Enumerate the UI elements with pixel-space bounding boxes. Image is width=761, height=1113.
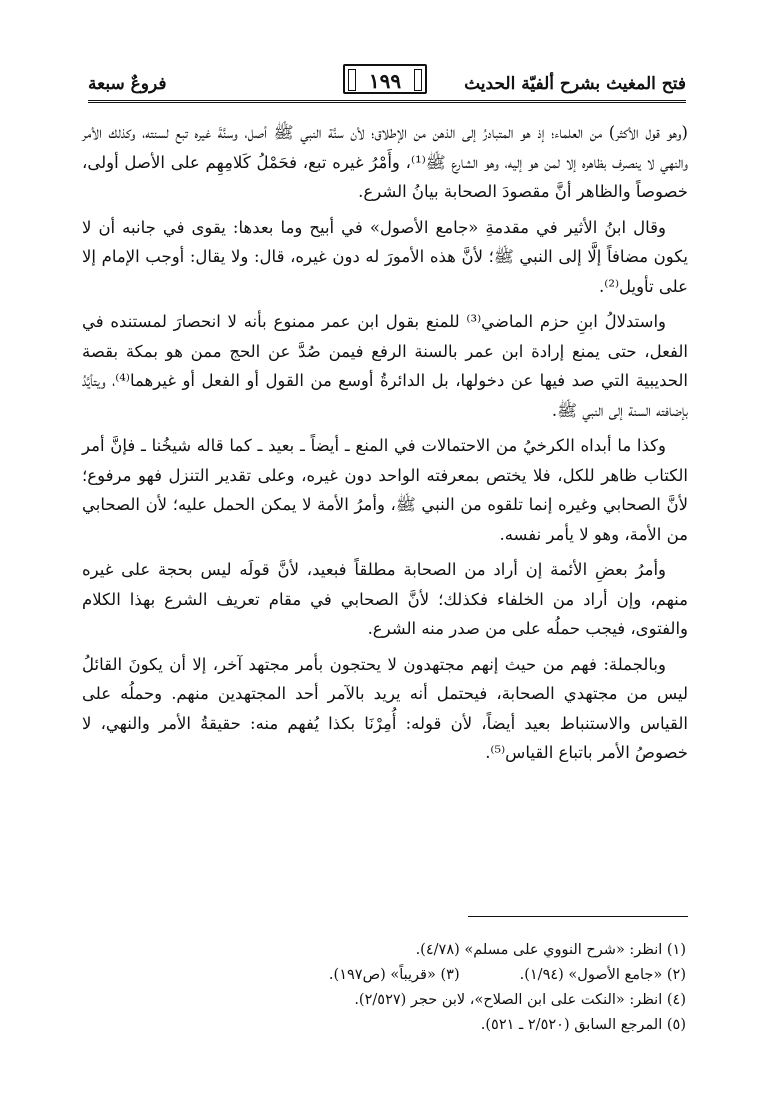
footnote-2: (٢) «جامع الأصول» (١/٩٤). <box>519 967 686 983</box>
page-number: ١٩٩ <box>343 64 427 94</box>
book-title: فتح المغيث بشرح ألفيّة الحديث <box>464 74 686 94</box>
paragraph-3: واستدلالُ ابنِ حزم الماضي⁽³⁾ للمنع بقول ابن عمر ممنوع بأنه لا انحصارَ لمستنده في الفعل، حتى يمنع إرادة ابن عمر بالسنة الرفع فيمن صُدَّ عن الحج ممن هو بمكة بقصة الحديبية التي صد فيها عن دخولها، بل الدائرةُ أوسع من القول أو الفعل أو غيرهما⁽⁴⁾، ويتأيَّدُ بإضافته السنة إلى النبي ﷺ. <box>82 312 688 420</box>
paragraph-4: وكذا ما أبداه الكرخيُ من الاحتمالات في المنع ـ أيضاً ـ بعيد ـ كما قاله شيخُنا ـ فإنَّ أمر الكتاب ظاهر للكل، فلا يختص بمعرفته الواحد دون غيره، وعلى تقدير التنزل فهو مرفوع؛ لأنَّ الصحابي وغيره إنما تلقوه من النبي ﷺ، وأمرُ الأمة لا يمكن الحمل عليه؛ لأن الصحابي من الأمة، وهو لا يأمر نفسه. <box>82 436 688 544</box>
paragraph-6: وبالجملة: فهم من حيث إنهم مجتهدون لا يحتجون بأمر مجتهد آخر، إلا أن يكونَ القائلُ ليس من مجتهدي الصحابة، فيحتمل أنه يريد بالآمر أحد المجتهدين منهم. وحملُه على القياس والاستنباط بعيد أيضاً، لأن قوله: أُمِرْنَا بكذا يُفهم منه: حقيقةُ الأمر والنهي، لا خصوصُ الأمر باتباع القياس⁽⁵⁾. <box>82 654 688 762</box>
footnote-row-2-3 <box>80 963 686 988</box>
footnote-4: (٤) انظر: «النكت على ابن الصلاح»، لابن حجر (٢/٥٢٧). <box>354 992 686 1008</box>
footnotes <box>80 938 686 1038</box>
section-title: فروعٌ سبعة <box>88 74 167 94</box>
paragraph-1: (وهو قول الأكثر) من العلماء؛ إذ هو المتبادرُ إلى الذهن من الإطلاق؛ لأن سنَّة النبي ﷺ أصل، وسنَّةَ غيره تبع لسنته، وكذلك الأمر والنهي لا ينصرف بظاهره إلا لمن هو إليه، وهو الشارع ﷺ⁽¹⁾، وأَمْرُ غيره تبع، فحَمْلُ كَلامِهِم على الأصل أولى، خصوصاً والظاهر أنَّ مقصودَ الصحابة بيانُ الشرع. <box>82 123 688 201</box>
footnote-1: (١) انظر: «شرح النووي على مسلم» (٤/٧٨). <box>415 942 686 958</box>
page-header <box>88 62 686 102</box>
paragraph-5: وأمرُ بعضِ الأئمة إن أراد من الصحابة مطلقاً فبعيد، لأنَّ قولَه ليس بحجة على غيره منهم، وإن أراد من الخلفاء فكذلك؛ لأنَّ الصحابي في مقام تعريف الشرع بهذا الكلام والفتوى، فيجب حملُه على من صدر منه الشرع. <box>82 560 688 638</box>
footnote-divider <box>468 916 688 917</box>
footnote-3: (٣) «قريباً» (ص١٩٧). <box>328 967 460 983</box>
header-divider <box>88 100 686 103</box>
footnote-5: (٥) المرجع السابق (٢/٥٢٠ ـ ٥٢١). <box>480 1017 686 1033</box>
paragraph-2: وقال ابنُ الأثير في مقدمةِ «جامع الأصول» في أبيح وما بعدها: يقوى في جانبه أن لا يكون مضافاً إلَّا إلى النبي ﷺ؛ لأنَّ هذه الأمورَ له دون غيره، قال: ولا يقال: أوجب الإمام إلا على تأويل⁽²⁾. <box>82 217 688 296</box>
main-text <box>82 118 688 768</box>
